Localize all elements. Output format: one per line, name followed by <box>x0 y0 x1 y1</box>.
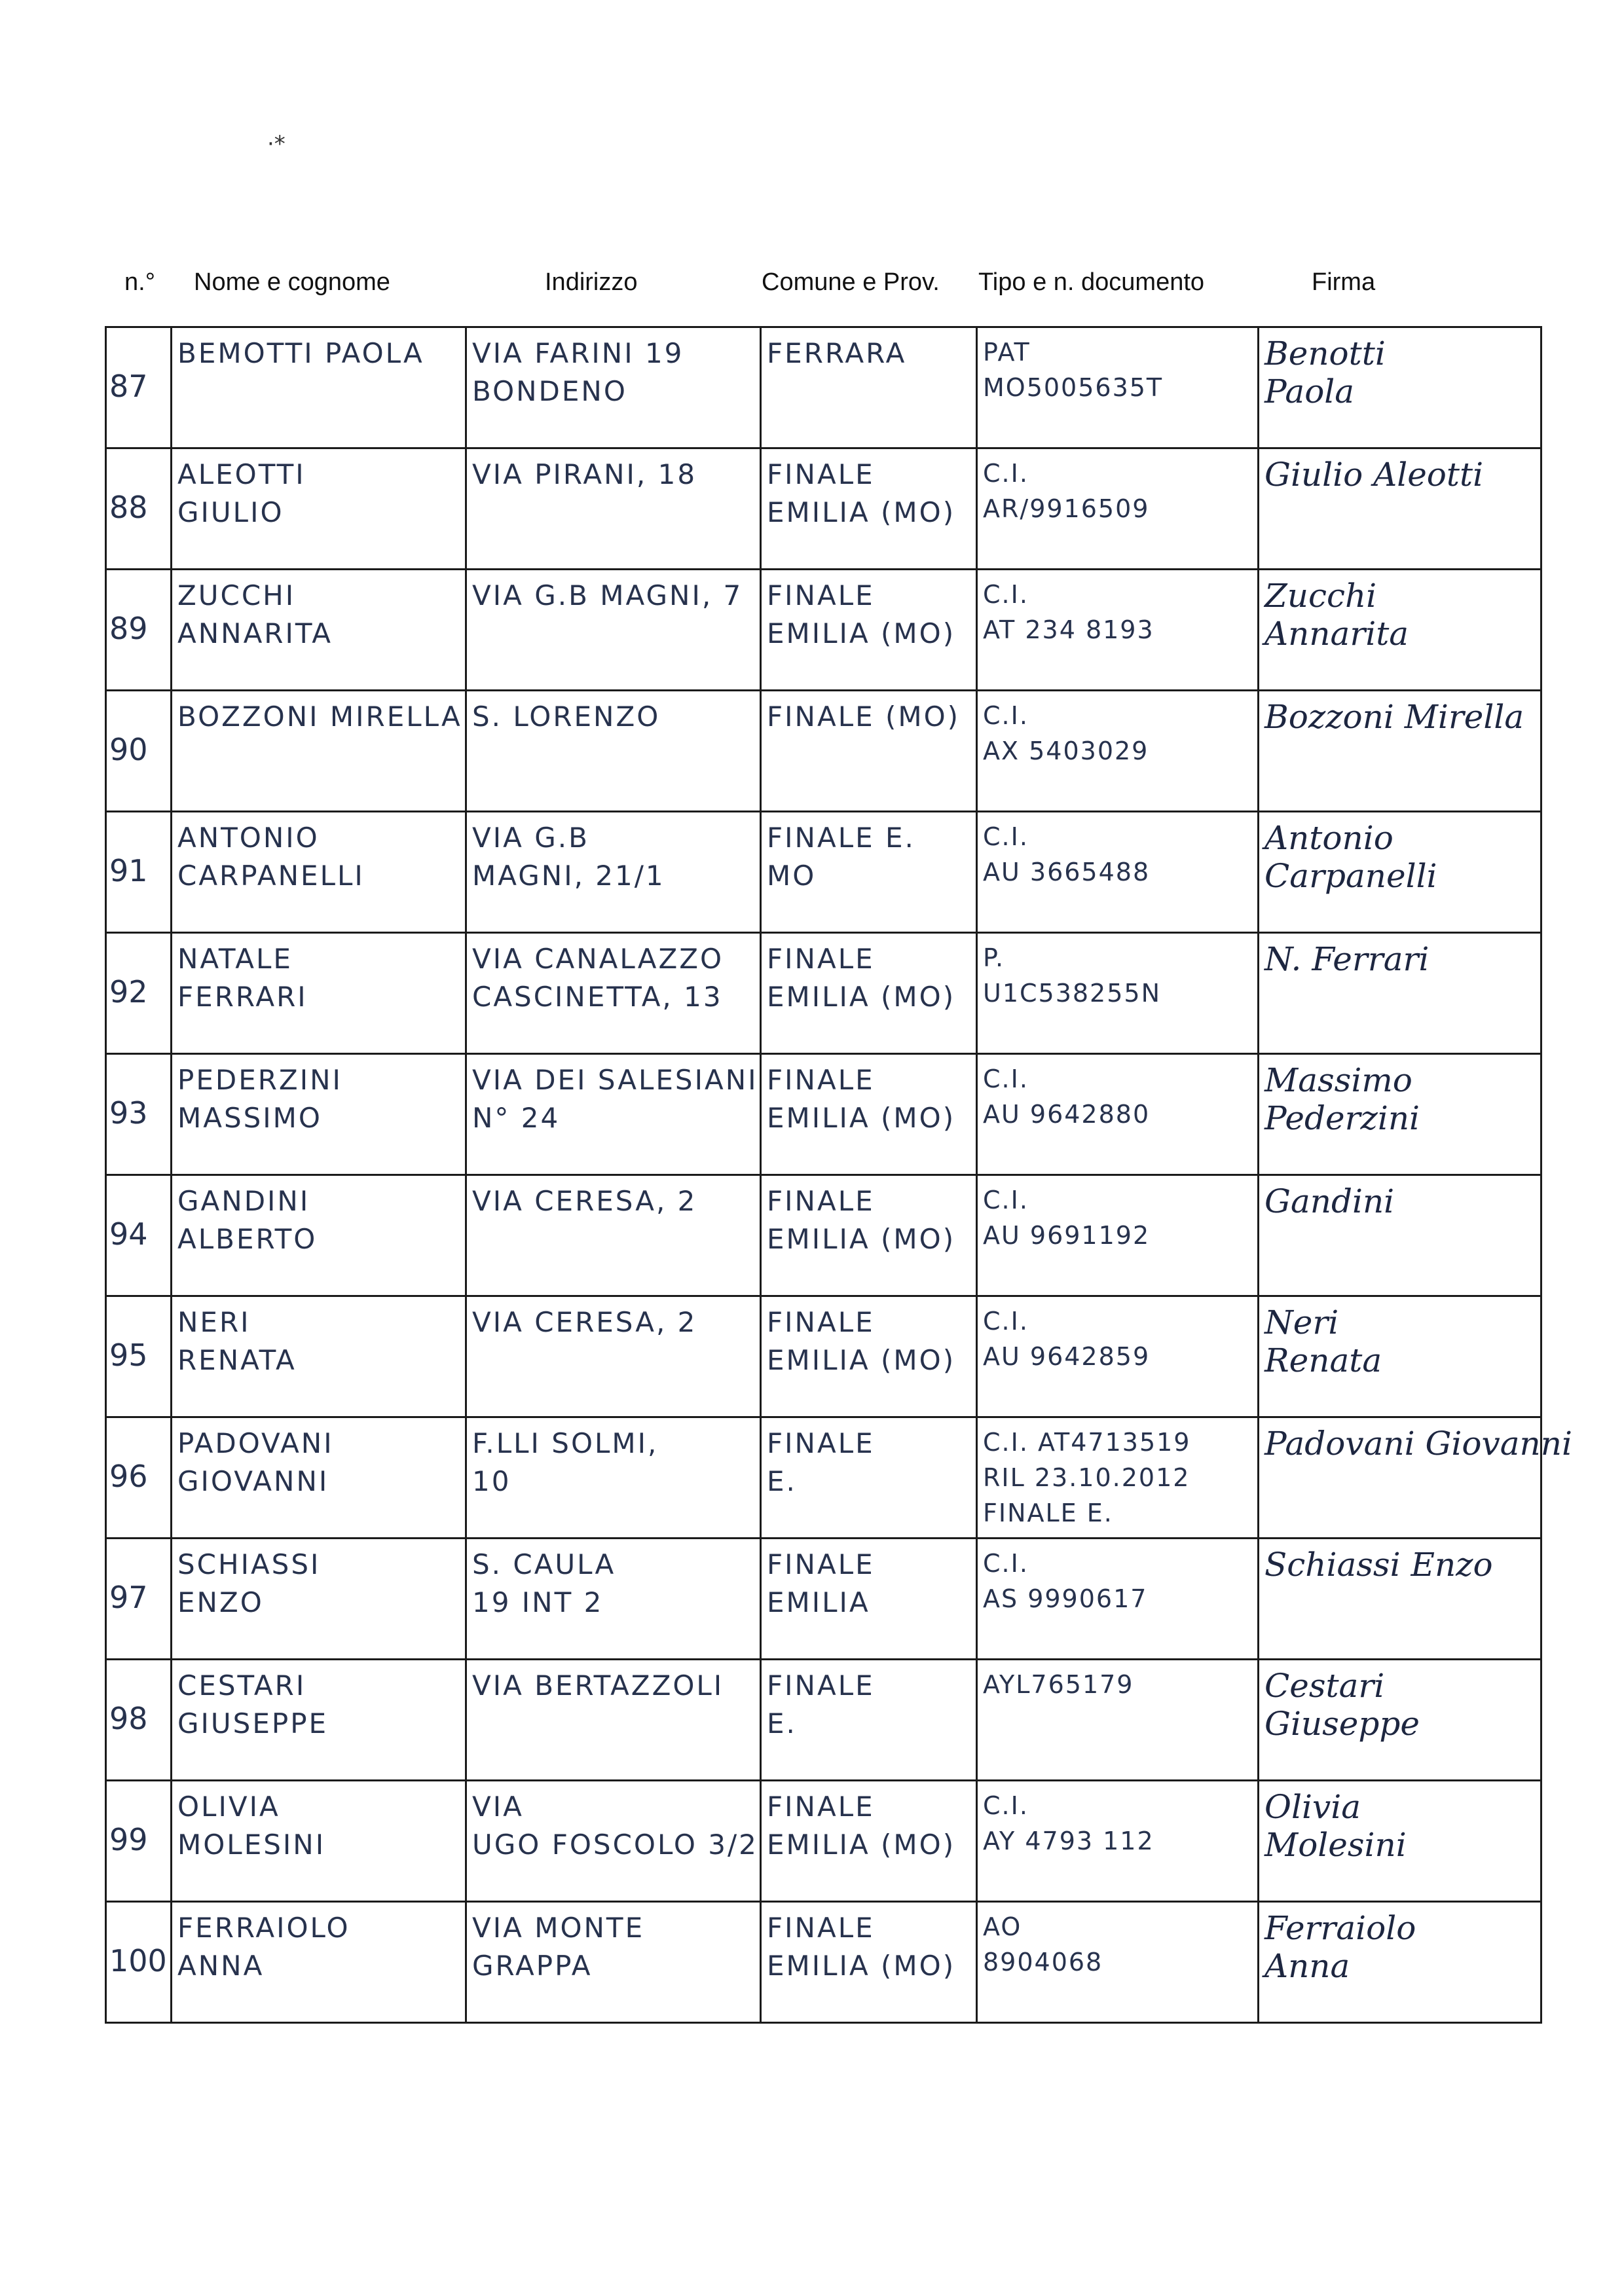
signature-cell <box>1259 448 1541 570</box>
table-row <box>106 691 1541 812</box>
signature-cell <box>1259 327 1541 448</box>
address-cell-line: CASCINETTA, 13 <box>472 981 723 1013</box>
name-cell <box>172 1175 466 1296</box>
document-cell <box>977 1417 1259 1539</box>
document-cell <box>977 1660 1259 1781</box>
document-cell-line: C.I. <box>983 580 1029 609</box>
row-number: 100 <box>106 1902 172 2023</box>
document-cell-line: AR/9916509 <box>983 494 1150 523</box>
signature-cell-line: Neri <box>1264 1303 1339 1341</box>
signature-register-table <box>105 326 1572 2024</box>
city-cell-line: EMILIA (MO) <box>767 1950 956 1982</box>
name-cell-line: GIOVANNI <box>177 1465 329 1497</box>
table-row <box>106 448 1541 570</box>
name-cell-line: RENATA <box>177 1344 297 1376</box>
row-number: 97 <box>106 1539 172 1660</box>
scan-mark: ·* <box>267 131 286 157</box>
name-cell <box>172 812 466 933</box>
address-cell-line: N° 24 <box>472 1102 561 1134</box>
city-cell-line: FINALE <box>767 1185 875 1217</box>
city-cell-line: FINALE <box>767 1912 875 1944</box>
document-cell <box>977 448 1259 570</box>
city-cell-line: FINALE <box>767 943 875 975</box>
row-number: 93 <box>106 1054 172 1175</box>
name-cell-line: CESTARI <box>177 1669 306 1702</box>
city-cell-line: MO <box>767 860 817 892</box>
document-cell-line: RIL 23.10.2012 <box>983 1463 1190 1492</box>
address-cell <box>466 691 761 812</box>
city-cell-line: FINALE <box>767 1427 875 1459</box>
row-number: 92 <box>106 933 172 1054</box>
city-cell <box>761 1417 977 1539</box>
address-cell <box>466 1054 761 1175</box>
row-number: 91 <box>106 812 172 933</box>
document-cell-line: AU 3665488 <box>983 858 1151 886</box>
name-cell <box>172 1054 466 1175</box>
address-cell <box>466 1175 761 1296</box>
name-cell <box>172 327 466 448</box>
name-cell <box>172 1296 466 1417</box>
signature-cell <box>1259 1175 1541 1296</box>
document-cell <box>977 933 1259 1054</box>
row-number: 96 <box>106 1417 172 1539</box>
address-cell <box>466 1902 761 2023</box>
name-cell-line: SCHIASSI <box>177 1548 321 1580</box>
name-cell-line: GIULIO <box>177 496 284 528</box>
row-number: 87 <box>106 327 172 448</box>
address-cell-line: VIA G.B MAGNI, 7 <box>472 579 743 611</box>
address-cell-line: VIA G.B <box>472 822 589 854</box>
row-number: 89 <box>106 570 172 691</box>
document-cell-line: U1C538255N <box>983 979 1162 1008</box>
signature-cell-line: Annarita <box>1264 615 1409 653</box>
document-cell <box>977 1902 1259 2023</box>
city-cell <box>761 1175 977 1296</box>
city-cell <box>761 1054 977 1175</box>
city-cell <box>761 1660 977 1781</box>
address-cell-line: VIA CERESA, 2 <box>472 1185 697 1217</box>
document-cell-line: AT 234 8193 <box>983 615 1154 644</box>
name-cell-line: BOZZONI MIRELLA <box>177 701 462 733</box>
city-cell-line: EMILIA (MO) <box>767 1102 956 1134</box>
signature-cell-line: N. Ferrari <box>1264 940 1430 978</box>
name-cell <box>172 1781 466 1902</box>
name-cell-line: OLIVIA <box>177 1791 280 1823</box>
address-cell <box>466 448 761 570</box>
document-cell-line: AY 4793 112 <box>983 1827 1154 1855</box>
document-cell-line: C.I. <box>983 1307 1029 1336</box>
city-cell <box>761 327 977 448</box>
signature-cell-line: Ferraiolo <box>1264 1909 1416 1947</box>
table-row <box>106 812 1541 933</box>
document-cell-line: AU 9642880 <box>983 1100 1151 1129</box>
document-cell-line: C.I. <box>983 822 1029 851</box>
city-cell-line: FINALE (MO) <box>767 701 961 733</box>
row-number: 95 <box>106 1296 172 1417</box>
row-number: 88 <box>106 448 172 570</box>
city-cell <box>761 1902 977 2023</box>
signature-cell-line: Giulio Aleotti <box>1264 456 1484 494</box>
name-cell-line: NATALE <box>177 943 293 975</box>
address-cell-line: VIA DEI SALESIANI <box>472 1064 758 1096</box>
city-cell <box>761 570 977 691</box>
table-row <box>106 1660 1541 1781</box>
name-cell-line: ALEOTTI <box>177 458 306 490</box>
address-cell <box>466 933 761 1054</box>
table-row <box>106 1539 1541 1660</box>
document-cell-line: C.I. <box>983 1065 1029 1093</box>
document-cell <box>977 812 1259 933</box>
signature-cell-line: Cestari <box>1264 1667 1385 1705</box>
document-cell-line: P. <box>983 943 1005 972</box>
address-cell <box>466 1781 761 1902</box>
signature-cell <box>1259 1296 1541 1417</box>
name-cell-line: ANTONIO <box>177 822 320 854</box>
document-cell <box>977 691 1259 812</box>
address-cell <box>466 1417 761 1539</box>
city-cell-line: FERRARA <box>767 337 907 369</box>
document-cell-line: AYL765179 <box>983 1670 1134 1699</box>
document-cell-line: C.I. AT4713519 <box>983 1428 1191 1457</box>
table-row <box>106 570 1541 691</box>
signature-cell-line: Pederzini <box>1264 1099 1420 1137</box>
name-cell-line: PADOVANI <box>177 1427 334 1459</box>
signature-cell <box>1259 1417 1572 1539</box>
city-cell-line: FINALE E. <box>767 822 915 854</box>
table-row <box>106 1417 1541 1539</box>
address-cell-line: 19 INT 2 <box>472 1586 604 1618</box>
document-cell-line: 8904068 <box>983 1948 1103 1977</box>
city-cell-line: FINALE <box>767 1064 875 1096</box>
name-cell-line: ZUCCHI <box>177 579 296 611</box>
name-cell-line: MOLESINI <box>177 1829 326 1861</box>
address-cell-line: VIA CERESA, 2 <box>472 1306 697 1338</box>
name-cell-line: ANNA <box>177 1950 265 1982</box>
document-cell-line: C.I. <box>983 701 1029 730</box>
city-cell <box>761 812 977 933</box>
document-cell <box>977 1539 1259 1660</box>
city-cell-line: FINALE <box>767 1548 875 1580</box>
name-cell-line: GANDINI <box>177 1185 310 1217</box>
address-cell-line: VIA CANALAZZO <box>472 943 724 975</box>
name-cell <box>172 691 466 812</box>
signature-cell-line: Gandini <box>1264 1182 1395 1220</box>
name-cell <box>172 1660 466 1781</box>
document-cell-line: C.I. <box>983 1186 1029 1214</box>
table-row <box>106 327 1541 448</box>
signature-cell-line: Anna <box>1264 1947 1350 1985</box>
signature-cell-line: Olivia <box>1264 1788 1361 1826</box>
signature-cell <box>1259 1902 1541 2023</box>
city-cell <box>761 933 977 1054</box>
name-cell-line: GIUSEPPE <box>177 1707 329 1740</box>
address-cell <box>466 1296 761 1417</box>
signature-cell-line: Molesini <box>1264 1826 1407 1864</box>
table-row <box>106 1781 1541 1902</box>
row-number: 98 <box>106 1660 172 1781</box>
header-number: n.° <box>124 268 155 296</box>
document-cell-line: AS 9990617 <box>983 1584 1148 1613</box>
address-cell <box>466 1539 761 1660</box>
city-cell-line: EMILIA (MO) <box>767 496 956 528</box>
row-number: 94 <box>106 1175 172 1296</box>
signature-cell <box>1259 812 1541 933</box>
document-cell <box>977 327 1259 448</box>
address-cell-line: VIA MONTE <box>472 1912 645 1944</box>
city-cell-line: E. <box>767 1465 797 1497</box>
document-cell-line: AU 9691192 <box>983 1221 1151 1250</box>
signature-cell <box>1259 570 1541 691</box>
address-cell-line: 10 <box>472 1465 511 1497</box>
signature-cell <box>1259 1660 1541 1781</box>
name-cell <box>172 570 466 691</box>
table-row <box>106 933 1541 1054</box>
name-cell-line: FERRARI <box>177 981 308 1013</box>
signature-cell <box>1259 1054 1541 1175</box>
column-headers <box>0 268 1624 308</box>
register-body <box>106 327 1572 2023</box>
document-cell-line: MO5005635T <box>983 373 1164 402</box>
document-cell-line: C.I. <box>983 1791 1029 1820</box>
signature-cell <box>1259 1781 1541 1902</box>
header-address: Indirizzo <box>545 268 638 296</box>
document-cell-line: FINALE E. <box>983 1499 1113 1527</box>
signature-cell-line: Antonio <box>1264 819 1393 857</box>
name-cell <box>172 933 466 1054</box>
city-cell <box>761 1296 977 1417</box>
city-cell <box>761 1539 977 1660</box>
signature-cell-line: Carpanelli <box>1264 857 1437 895</box>
city-cell-line: FINALE <box>767 1669 875 1702</box>
document-cell-line: C.I. <box>983 1549 1029 1578</box>
city-cell <box>761 691 977 812</box>
table-row <box>106 1902 1541 2023</box>
table-row <box>106 1054 1541 1175</box>
table-row <box>106 1296 1541 1417</box>
city-cell-line: FINALE <box>767 458 875 490</box>
address-cell-line: F.LLI SOLMI, <box>472 1427 659 1459</box>
document-cell <box>977 1175 1259 1296</box>
address-cell-line: MAGNI, 21/1 <box>472 860 665 892</box>
document-cell <box>977 1054 1259 1175</box>
city-cell-line: FINALE <box>767 1791 875 1823</box>
city-cell <box>761 1781 977 1902</box>
name-cell-line: MASSIMO <box>177 1102 322 1134</box>
signature-cell <box>1259 1539 1541 1660</box>
name-cell <box>172 1417 466 1539</box>
signature-cell-line: Giuseppe <box>1264 1705 1420 1743</box>
address-cell <box>466 1660 761 1781</box>
address-cell <box>466 570 761 691</box>
address-cell-line: VIA PIRANI, 18 <box>472 458 697 490</box>
name-cell-line: FERRAIOLO <box>177 1912 350 1944</box>
name-cell-line: CARPANELLI <box>177 860 365 892</box>
address-cell <box>466 812 761 933</box>
document-cell <box>977 570 1259 691</box>
signature-cell-line: Padovani Giovanni <box>1264 1425 1572 1463</box>
address-cell-line: VIA <box>472 1791 524 1823</box>
name-cell <box>172 1902 466 2023</box>
document-cell-line: PAT <box>983 338 1031 367</box>
document-cell-line: AO <box>983 1912 1022 1941</box>
signature-cell <box>1259 691 1541 812</box>
city-cell-line: EMILIA (MO) <box>767 617 956 649</box>
address-cell-line: S. LORENZO <box>472 701 661 733</box>
city-cell-line: EMILIA <box>767 1586 870 1618</box>
row-number: 90 <box>106 691 172 812</box>
document-cell-line: AU 9642859 <box>983 1342 1151 1371</box>
header-signature: Firma <box>1312 268 1376 296</box>
address-cell-line: VIA BERTAZZOLI <box>472 1669 724 1702</box>
address-cell <box>466 327 761 448</box>
address-cell-line: S. CAULA <box>472 1548 616 1580</box>
signature-cell-line: Benotti <box>1264 335 1386 373</box>
document-cell-line: AX 5403029 <box>983 737 1149 765</box>
header-name: Nome e cognome <box>194 268 390 296</box>
city-cell-line: EMILIA (MO) <box>767 981 956 1013</box>
address-cell-line: BONDENO <box>472 375 627 407</box>
header-city: Comune e Prov. <box>762 268 940 296</box>
name-cell-line: ENZO <box>177 1586 264 1618</box>
address-cell-line: VIA FARINI 19 <box>472 337 684 369</box>
name-cell-line: PEDERZINI <box>177 1064 342 1096</box>
city-cell-line: FINALE <box>767 579 875 611</box>
name-cell-line: ALBERTO <box>177 1223 318 1255</box>
city-cell-line: EMILIA (MO) <box>767 1829 956 1861</box>
address-cell-line: UGO FOSCOLO 3/2 <box>472 1829 758 1861</box>
signature-cell <box>1259 933 1541 1054</box>
name-cell-line: NERI <box>177 1306 251 1338</box>
signature-cell-line: Renata <box>1264 1341 1382 1379</box>
name-cell-line: BEMOTTI PAOLA <box>177 337 424 369</box>
city-cell-line: E. <box>767 1707 797 1740</box>
address-cell-line: GRAPPA <box>472 1950 593 1982</box>
signature-cell-line: Paola <box>1264 373 1355 410</box>
city-cell <box>761 448 977 570</box>
city-cell-line: FINALE <box>767 1306 875 1338</box>
name-cell <box>172 1539 466 1660</box>
signature-cell-line: Massimo <box>1264 1061 1412 1099</box>
header-document: Tipo e n. documento <box>978 268 1205 296</box>
name-cell <box>172 448 466 570</box>
city-cell-line: EMILIA (MO) <box>767 1344 956 1376</box>
signature-cell-line: Zucchi <box>1264 577 1377 615</box>
document-cell-line: C.I. <box>983 459 1029 488</box>
city-cell-line: EMILIA (MO) <box>767 1223 956 1255</box>
signature-cell-line: Bozzoni Mirella <box>1264 698 1524 736</box>
row-number: 99 <box>106 1781 172 1902</box>
document-cell <box>977 1781 1259 1902</box>
name-cell-line: ANNARITA <box>177 617 333 649</box>
document-cell <box>977 1296 1259 1417</box>
table-row <box>106 1175 1541 1296</box>
signature-cell-line: Schiassi Enzo <box>1264 1546 1493 1584</box>
